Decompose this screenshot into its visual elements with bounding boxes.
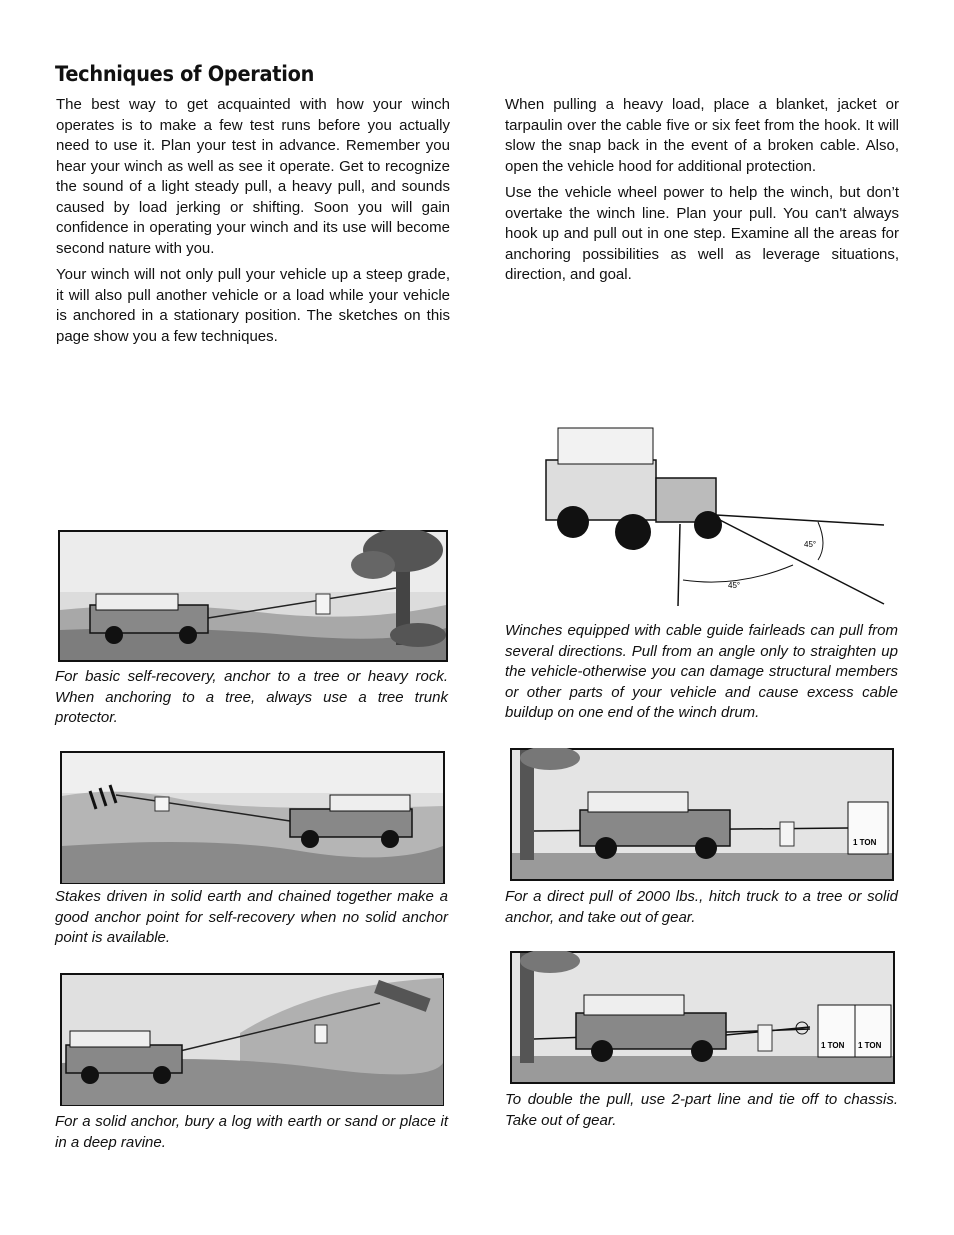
tree-anchor-illustration	[58, 530, 448, 662]
figure-fairlead-angle	[538, 420, 888, 608]
log-anchor-illustration	[60, 973, 444, 1106]
stakes-illustration	[60, 751, 445, 884]
figure-tree-anchor	[58, 530, 448, 662]
caption-tree-anchor: For basic self-recovery, anchor to a tree or heavy rock. When anchoring to a tree, always use a tree trunk protector.	[55, 668, 448, 726]
load-label-2: 1 TON	[858, 1041, 882, 1050]
figure-direct-pull	[510, 748, 894, 881]
jeep-icon	[546, 428, 722, 550]
figure-log-anchor	[60, 973, 444, 1106]
double-pull-illustration	[510, 951, 895, 1084]
load-label: 1 TON	[853, 838, 877, 847]
figure-double-pull	[510, 951, 895, 1084]
fairlead-angle-illustration	[538, 420, 888, 608]
intro-paragraph-1: The best way to get acquainted with how your winch operates is to make a few test runs before you actually need to use it. Plan your test in advance. Remember you hear your winch as well as see it operate. Get to recognize the sound of a light steady pull, a heavy pull, and sounds caused by load jerking or shifting. Soon you will gain confidence in operating your winch and its use will become second nature with you.	[56, 96, 450, 257]
caption-double-pull: To double the pull, use 2-part line and tie off to chassis. Take out of gear.	[505, 1091, 898, 1129]
intro-paragraph-2: Your winch will not only pull your vehicle up a steep grade, it will also pull another vehicle or a load while your vehicle is anchored in a stationary position. The sketches on this page show you a few techniques.	[56, 266, 450, 345]
caption-stakes: Stakes driven in solid earth and chained together make a good anchor point for self-recovery when no solid anchor point is available.	[55, 888, 448, 946]
direct-pull-illustration	[510, 748, 894, 881]
intro-paragraph-4: Use the vehicle wheel power to help the winch, but don’t overtake the winch line. Plan your pull. You can't always hook up and pull out in one step. Examine all the areas for anchoring possibilities as well as leverage situations, direction, and goal.	[505, 184, 899, 283]
intro-paragraph-3: When pulling a heavy load, place a blanket, jacket or tarpaulin over the cable five or six feet from the hook. It will slow the snap back in the event of a broken cable. Also, open the vehicle hood for additional protection.	[505, 96, 899, 175]
load-label-1: 1 TON	[821, 1041, 845, 1050]
caption-log-anchor: For a solid anchor, bury a log with earth or sand or place it in a deep ravine.	[55, 1113, 448, 1151]
left-intro-column	[56, 95, 450, 353]
right-intro-column	[505, 95, 899, 292]
angle-label-upper: 45°	[804, 540, 817, 549]
page-title: Techniques of Operation	[55, 62, 315, 86]
caption-direct-pull: For a direct pull of 2000 lbs., hitch truck to a tree or solid anchor, and take out of gear.	[505, 888, 898, 926]
figure-stakes	[60, 751, 445, 884]
caption-fairlead-angle: Winches equipped with cable guide fairleads can pull from several directions. Pull from an angle only to straighten up the vehicle-otherwise you can damage structural members or other parts of your vehicle and cause excess cable buildup on one end of the winch drum.	[505, 622, 898, 721]
angle-label-lower: 45°	[728, 581, 741, 590]
